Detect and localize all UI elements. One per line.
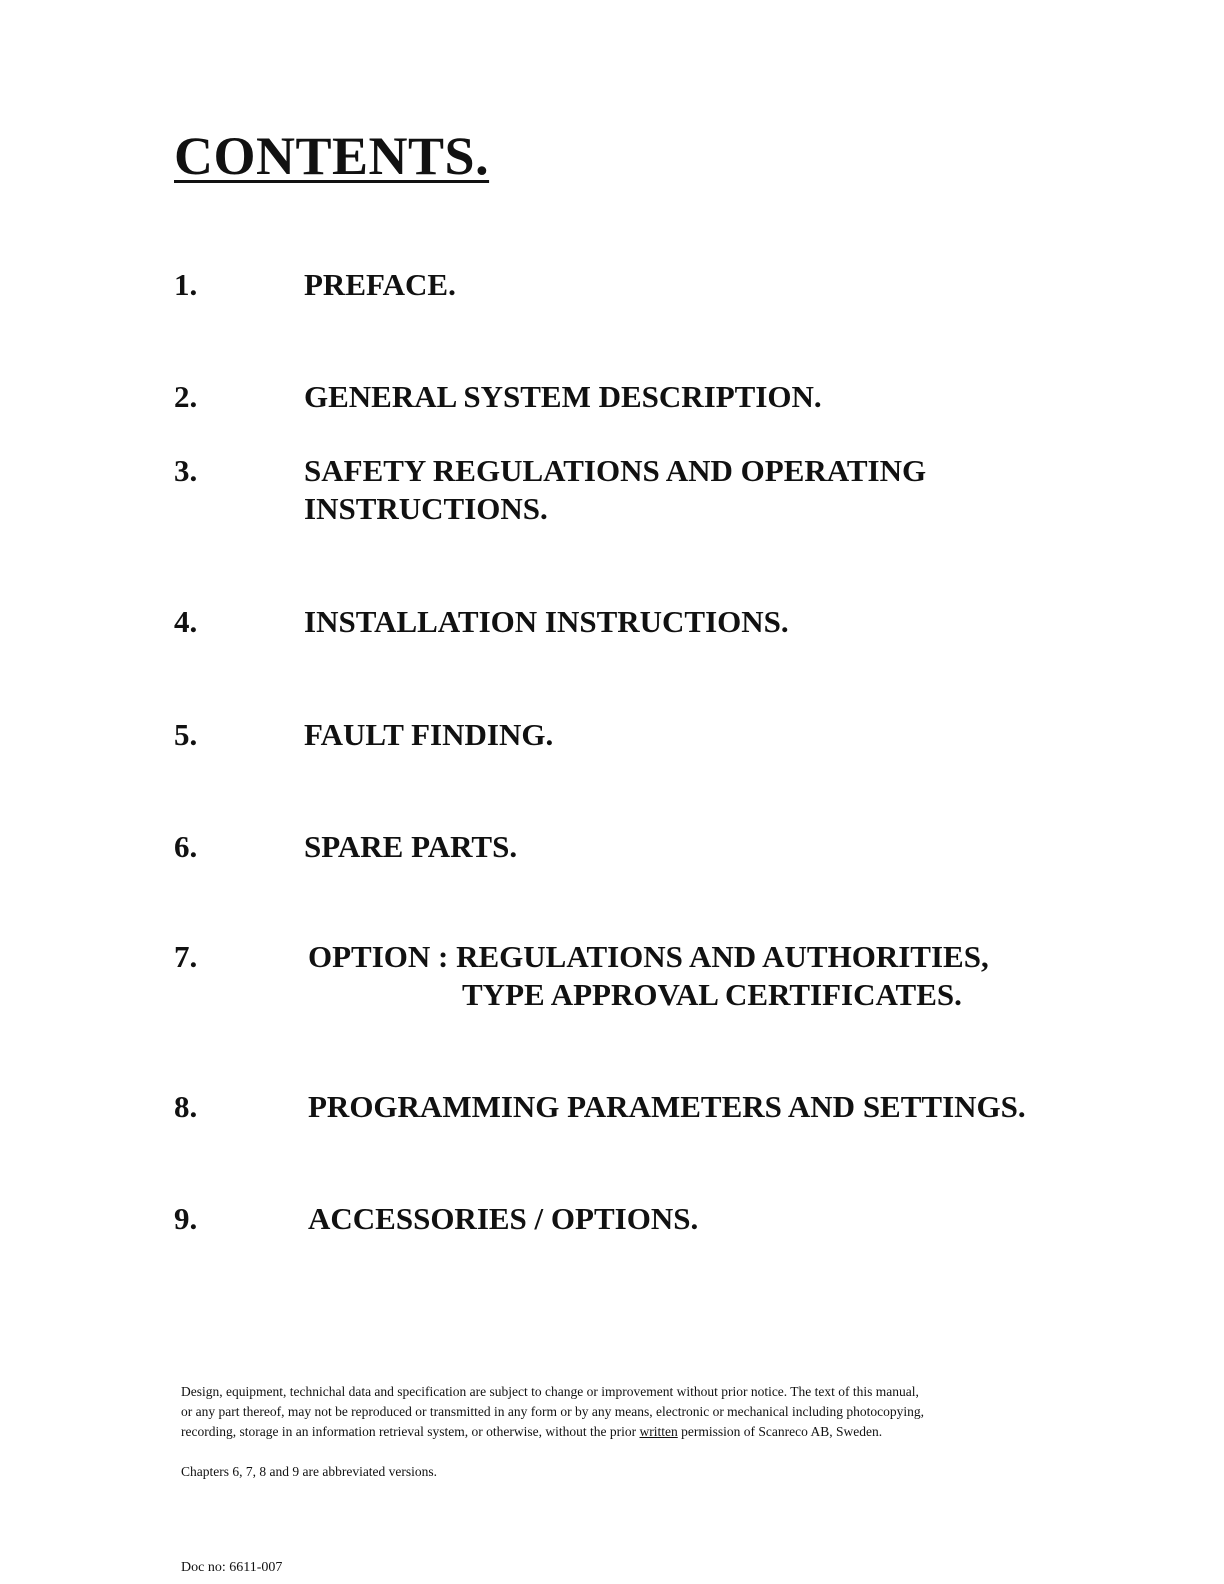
toc-number: 6. [174, 829, 198, 864]
toc-title-multiline [304, 452, 926, 528]
toc-number: 7. [174, 939, 198, 974]
toc-title: PROGRAMMING PARAMETERS AND SETTINGS. [308, 1089, 1026, 1124]
toc-number: 9. [174, 1201, 198, 1236]
toc-number: 4. [174, 604, 198, 639]
copyright-notice [181, 1382, 1081, 1442]
toc-title: ACCESSORIES / OPTIONS. [308, 1201, 699, 1236]
toc-number: 3. [174, 453, 198, 488]
toc-number: 1. [174, 267, 198, 302]
toc-title-line1: OPTION : REGULATIONS AND AUTHORITIES, [308, 939, 989, 974]
copyright-line-1: Design, equipment, technichal data and specification are subject to change or improvement without prior notice. The text of this manual, [181, 1384, 919, 1399]
toc-title: PREFACE. [304, 267, 456, 302]
toc-title-line2: INSTRUCTIONS. [304, 491, 548, 526]
copyright-line-2: or any part thereof, may not be reproduced or transmitted in any form or by any means, electronic or mechanical including photocopying, [181, 1404, 925, 1419]
toc-title-line2: TYPE APPROVAL CERTIFICATES. [462, 977, 962, 1012]
toc-title-line1: SAFETY REGULATIONS AND OPERATING [304, 453, 927, 488]
document-number: Doc no: 6611-007 [181, 1560, 283, 1575]
toc-title: FAULT FINDING. [304, 717, 554, 752]
toc-number: 5. [174, 717, 198, 752]
written-emphasis: written [639, 1424, 678, 1439]
page-title: CONTENTS. [174, 126, 490, 186]
toc-title: GENERAL SYSTEM DESCRIPTION. [304, 379, 822, 414]
toc-title-multiline [308, 938, 989, 1014]
toc-number: 2. [174, 379, 198, 414]
copyright-line-3-end: permission of Scanreco AB, Sweden. [677, 1424, 883, 1439]
toc-title: INSTALLATION INSTRUCTIONS. [304, 604, 789, 639]
abbreviation-note: Chapters 6, 7, 8 and 9 are abbreviated versions. [181, 1464, 438, 1479]
toc-title: SPARE PARTS. [304, 829, 518, 864]
toc-number: 8. [174, 1089, 198, 1124]
copyright-line-3-start: recording, storage in an information retrieval system, or otherwise, without the prior [181, 1424, 640, 1439]
copyright-line-3 [181, 1422, 1081, 1442]
